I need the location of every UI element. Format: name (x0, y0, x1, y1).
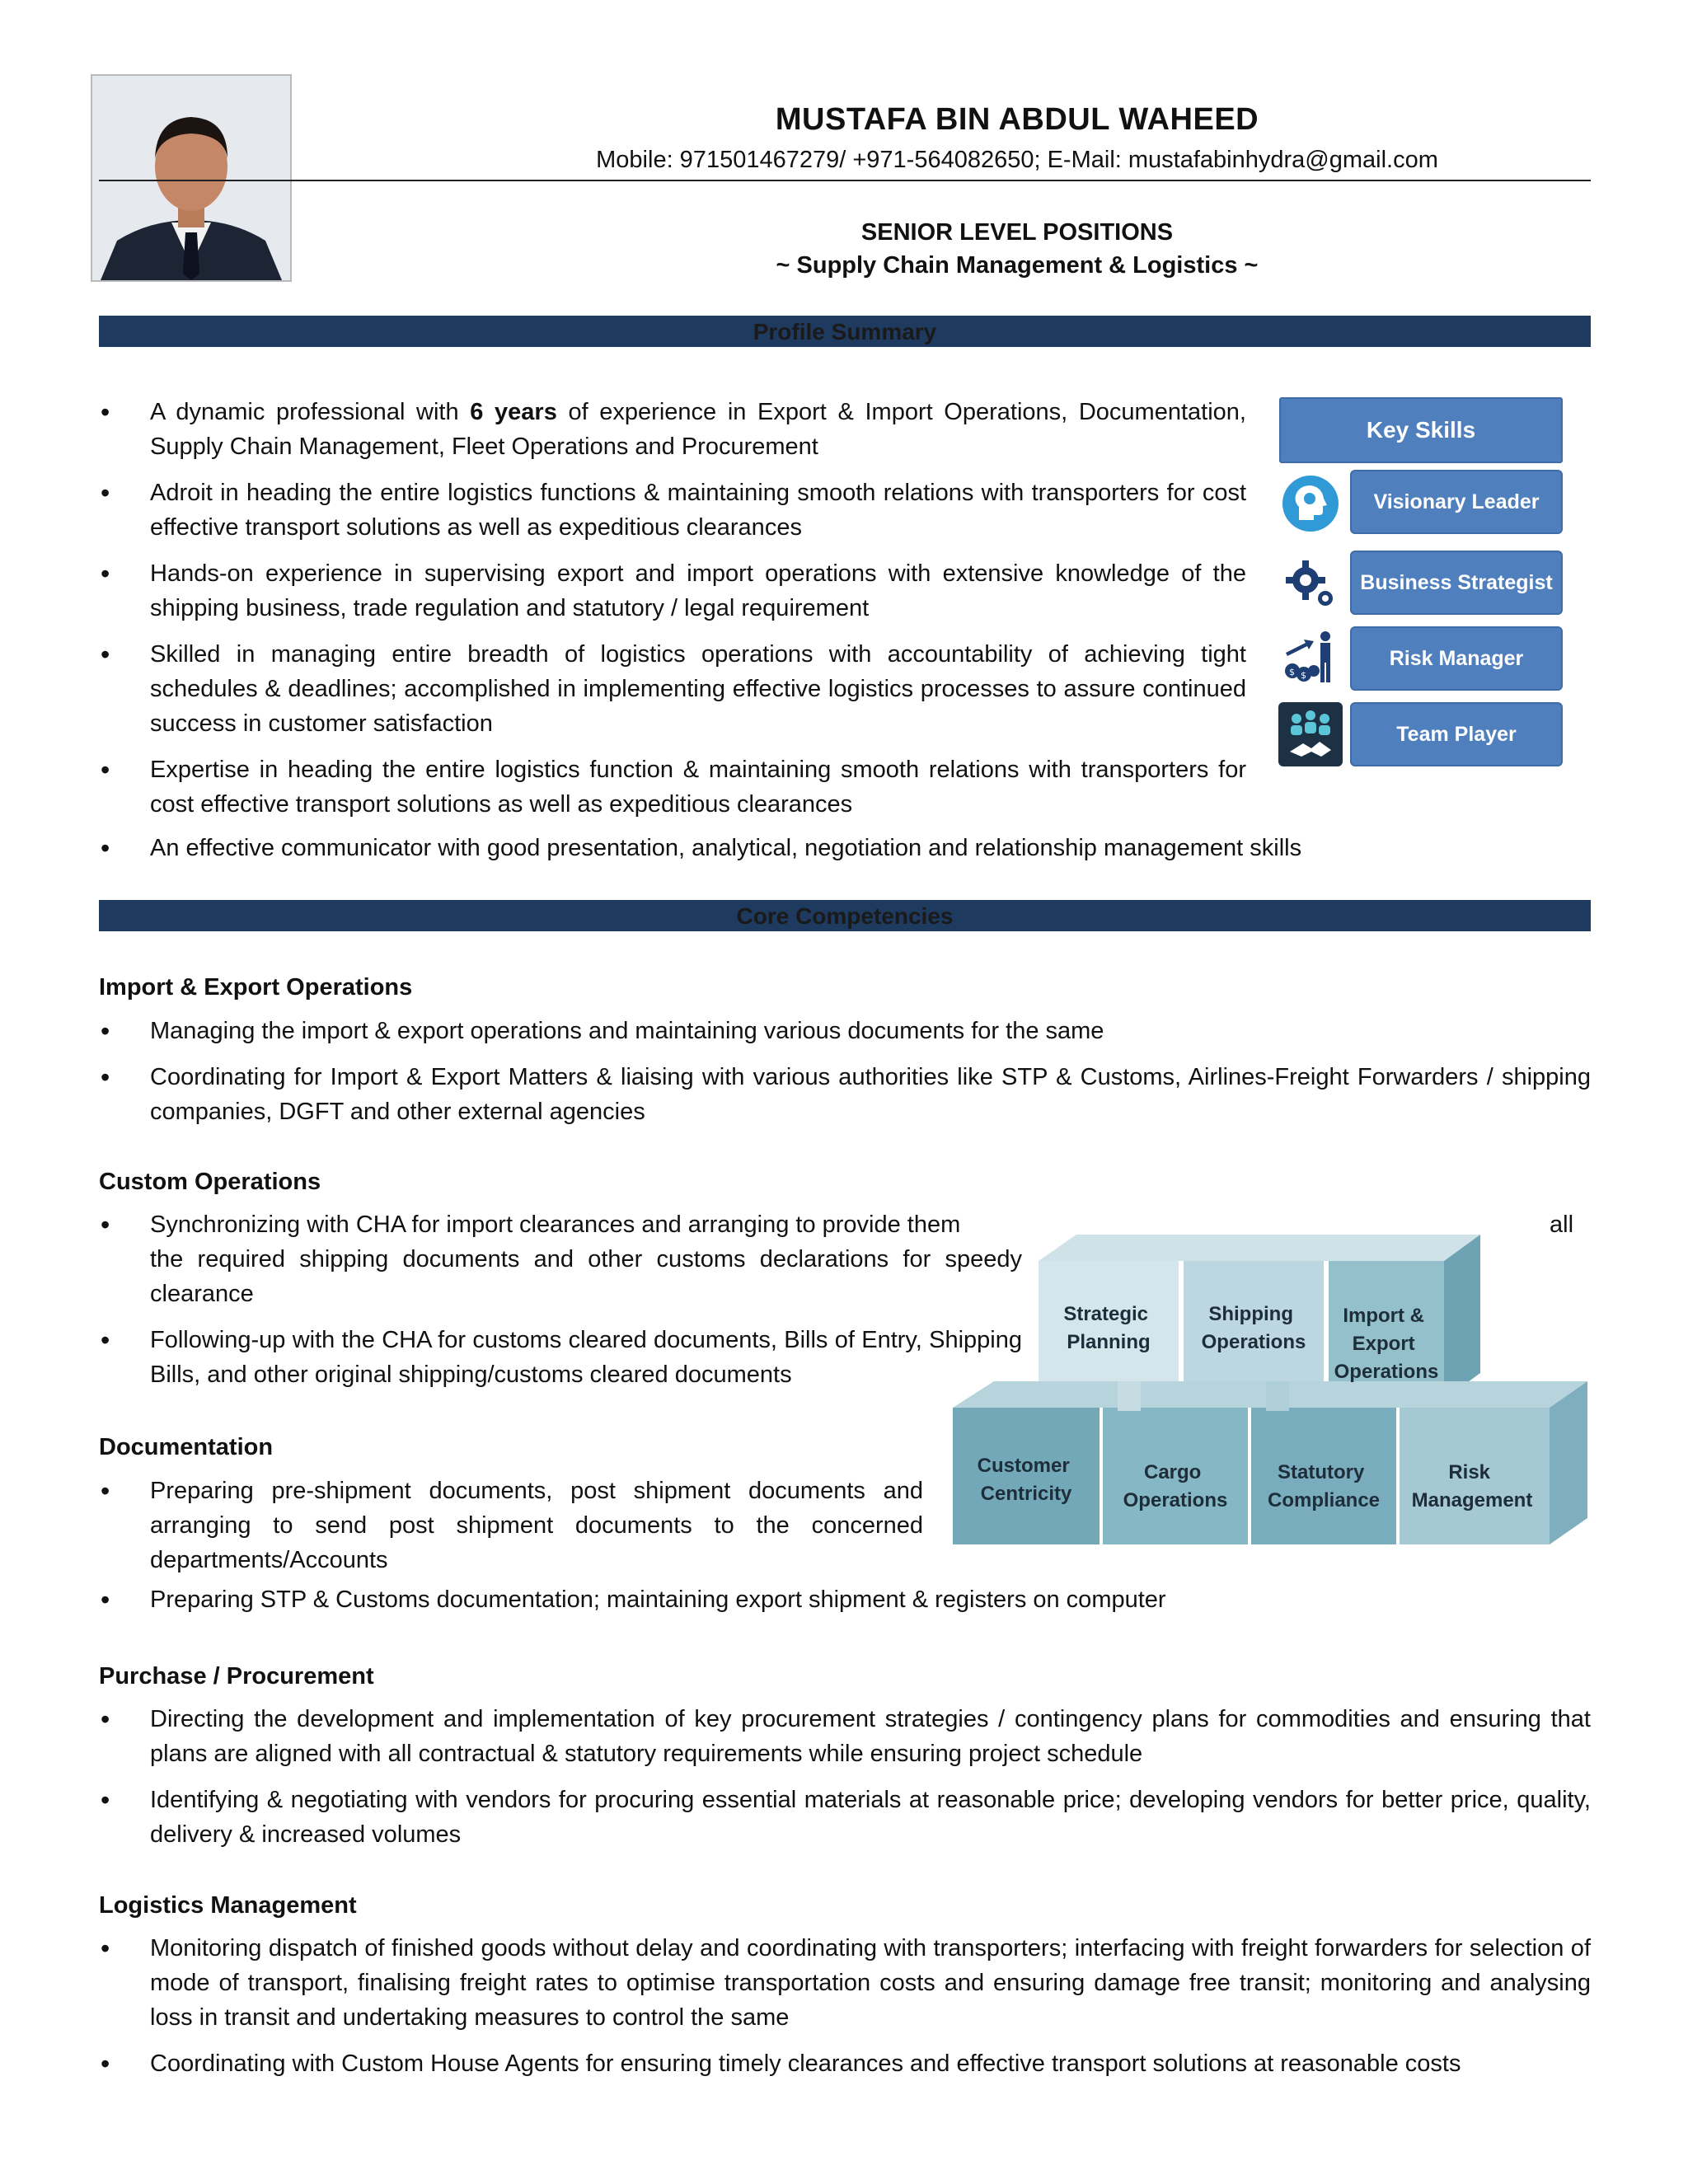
puzzle-label-customer-centricity: Customer Centricity (977, 1455, 1072, 1505)
import-export-list (99, 1014, 1591, 1141)
puzzle-label-statutory-compliance: Statutory Compliance (1267, 1461, 1381, 1511)
profile-photo (91, 74, 292, 282)
list-item: • Preparing pre-shipment documents, post shipment documents and arranging to send post shipment documents to the concerned departments/Accounts (99, 1474, 923, 1577)
puzzle-label-risk-management: Risk Management (1411, 1461, 1533, 1511)
puzzle-label-shipping-operations: Shipping Operations (1201, 1303, 1306, 1353)
positions-title: SENIOR LEVEL POSITIONS (860, 219, 1174, 246)
list-item: • Directing the development and implementation of key procurement strategies / contingency plans for commodities and ensuring that plans are aligned with all contractual & statutory requirements while ensuring project schedule (99, 1702, 1591, 1771)
logistics-heading: Logistics Management (99, 1892, 357, 1919)
list-item: • Hands-on experience in supervising export and import operations with extensive knowledge of the shipping business, trade regulation and statutory / legal requirement (99, 556, 1246, 626)
domain-subtitle: ~ Supply Chain Management & Logistics ~ (776, 252, 1259, 279)
person-portrait-icon (92, 76, 290, 280)
svg-text:$: $ (1301, 670, 1306, 681)
list-item: • Monitoring dispatch of finished goods without delay and coordinating with transporters; interfacing with freight forwarders for selection of mode of transport, finalising freight rates to optimise transportation costs and ensuring damage free transit; monitoring and analysing loss in transit and undertaking measures to control the same (99, 1931, 1591, 2035)
list-item: • A dynamic professional with 6 years of experience in Export & Import Operations, Documentation, Supply Chain Management, Fleet Operations and Procurement (99, 395, 1246, 464)
key-skill-visionary-leader: Visionary Leader (1350, 470, 1563, 534)
list-item: • Coordinating with Custom House Agents for ensuring timely clearances and effective transport solutions at reasonable costs (99, 2046, 1591, 2081)
procurement-list (99, 1702, 1591, 1863)
custom-operations-list (99, 1207, 1022, 1404)
key-skill-team-player: Team Player (1350, 702, 1563, 766)
import-export-heading: Import & Export Operations (99, 974, 413, 1001)
list-item: • Expertise in heading the entire logistics function & maintaining smooth relations with transporters for cost effective transport solutions as well as expeditious clearances (99, 752, 1246, 822)
candidate-name: MUSTAFA BIN ABDUL WAHEED (775, 102, 1259, 137)
documentation-heading: Documentation (99, 1434, 274, 1460)
team-handshake-icon (1278, 702, 1343, 766)
profile-summary-list (99, 395, 1246, 833)
key-skill-business-strategist: Business Strategist (1350, 551, 1563, 615)
logistics-list (99, 1931, 1591, 2093)
head-lightbulb-icon (1281, 474, 1340, 533)
puzzle-label-cargo-operations: Cargo Operations (1123, 1461, 1228, 1511)
core-competencies-bar: Core Competencies (99, 900, 1591, 931)
key-skills-title: Key Skills (1279, 397, 1563, 463)
puzzle-label-strategic-planning: Strategic Planning (1063, 1303, 1151, 1353)
documentation-list (99, 1474, 923, 1589)
custom-bullet-tail: all (1550, 1212, 1574, 1238)
list-item: • Preparing STP & Customs documentation; maintaining export shipment & registers on computer (99, 1582, 1591, 1617)
profile-summary-last (99, 831, 1591, 877)
list-item: • Identifying & negotiating with vendors for procuring essential materials at reasonable price; developing vendors for better price, quality, delivery & increased volumes (99, 1783, 1591, 1852)
profile-summary-bar: Profile Summary (99, 316, 1591, 347)
gears-icon (1281, 554, 1340, 613)
key-skill-risk-manager: Risk Manager (1350, 626, 1563, 691)
contact-line: Mobile: 971501467279/ +971-564082650; E-Mail: mustafabinhydra@gmail.com (596, 147, 1438, 173)
list-item: • Adroit in heading the entire logistics functions & maintaining smooth relations with transporters for cost effective transport solutions as well as expeditious clearances (99, 476, 1246, 545)
list-item: • Coordinating for Import & Export Matters & liaising with various authorities like STP & Customs, Airlines-Freight Forwarders / shipping companies, DGFT and other external agencies (99, 1060, 1591, 1129)
money-person-icon (1281, 628, 1340, 687)
list-item: • Following-up with the CHA for customs cleared documents, Bills of Entry, Shipping Bills, and other original shipping/customs cleared documents (99, 1323, 1022, 1392)
puzzle-label-import-export-operations: Import & Export Operations (1334, 1305, 1439, 1383)
procurement-heading: Purchase / Procurement (99, 1663, 374, 1690)
documentation-list-cont (99, 1582, 1591, 1629)
custom-operations-heading: Custom Operations (99, 1169, 321, 1195)
header-divider (99, 180, 1591, 181)
svg-text:$: $ (1289, 667, 1295, 677)
list-item: • Managing the import & export operations and maintaining various documents for the same (99, 1014, 1591, 1048)
list-item: • An effective communicator with good presentation, analytical, negotiation and relationship management skills (99, 831, 1591, 865)
list-item: • Synchronizing with CHA for import clearances and arranging to provide them the required shipping documents and other customs declarations for speedy clearance (99, 1207, 1022, 1311)
competency-puzzle-graphic (953, 1228, 1587, 1558)
list-item: • Skilled in managing entire breadth of logistics operations with accountability of achieving tight schedules & deadlines; accomplished in implementing effective logistics processes to assure continued success in customer satisfaction (99, 637, 1246, 741)
